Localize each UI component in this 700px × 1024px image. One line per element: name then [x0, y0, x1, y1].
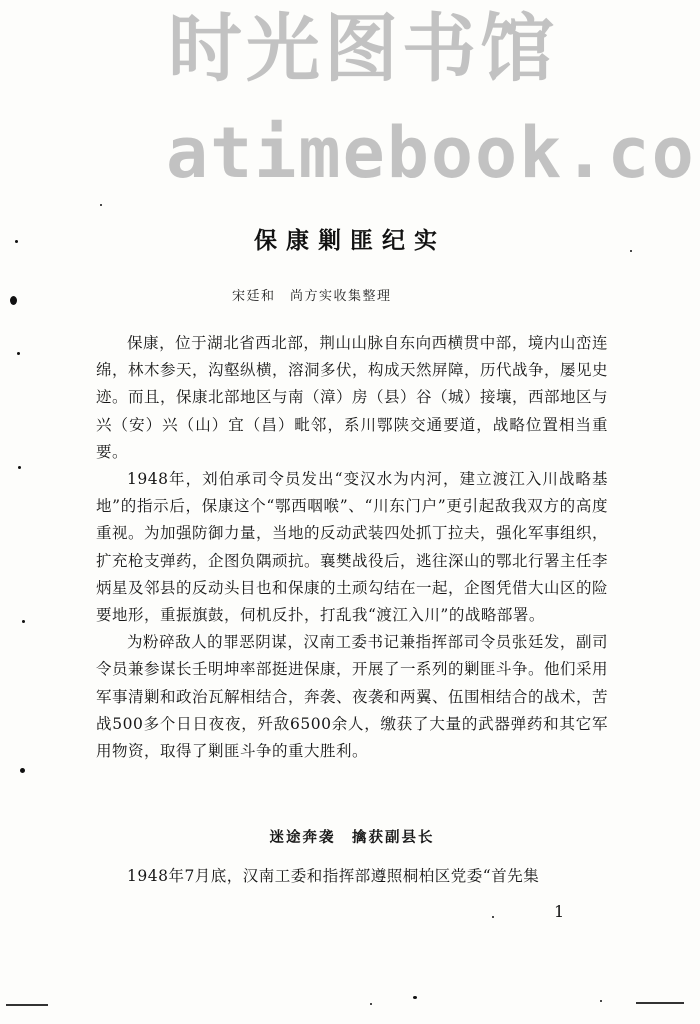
paragraph-3: 为粉碎敌人的罪恶阴谋，汉南工委书记兼指挥部司令员张廷发，副司令员兼参谋长壬明坤率部挺进保康，开展了一系列的剿匪斗争。他们采用军事清剿和政治瓦解相结合，奔袭、夜袭和两翼、伍围相结合的战术，苦战500多个日日夜夜，歼敌6500余人，缴获了大量的武器弹药和其它军用物资，取得了剿匪斗争的重大胜利。 — [96, 633, 609, 761]
scan-speck — [10, 296, 17, 305]
paragraph-2: 1948年，刘伯承司令员发出“变汉水为内河，建立渡江入川战略基地”的指示后，保康这个“鄂西咽喉”、“川东门户”更引起敌我双方的高度重视。为加强防御力量，当地的反动武装四处抓丁拉夫，强化军事组织，扩充枪支弹药，企图负隅顽抗。襄樊战役后，逃往深山的鄂北行署主任李炳星及邻县的反动头目也和保康的土顽勾结在一起，企图凭借大山区的险要地形，重振旗鼓，伺机反扑，打乱我“渡江入川”的战略部署。 — [96, 470, 609, 625]
continuation-line: 1948年7月底，汉南工委和指挥部遵照桐柏区党委“首先集 — [127, 867, 540, 885]
watermark-title: 时光图书馆 — [168, 6, 558, 92]
section-subheading: 迷途奔袭 擒获副县长 — [269, 830, 435, 846]
paragraph-1: 保康，位于湖北省西北部，荆山山脉自东向西横贯中部，境内山峦连绵，林木参天，沟壑纵横，溶洞多伏，构成天然屏障，历代战争，屡见史迹。而且，保康北部地区与南（漳）房（县）谷（城）接壤，西部地区与兴（安）兴（山）宜（昌）毗邻，系川鄂陕交通要道，战略位置相当重要。 — [96, 334, 609, 461]
bottom-left-rule — [6, 1004, 48, 1006]
scan-speck — [22, 620, 25, 623]
bottom-right-rule — [636, 1002, 684, 1004]
scan-speck — [100, 204, 102, 206]
document-body — [96, 330, 608, 765]
scan-speck — [600, 1000, 602, 1002]
scan-speck — [18, 466, 21, 469]
scan-speck — [15, 240, 18, 243]
scan-speck — [630, 250, 632, 252]
scan-speck — [492, 916, 494, 918]
scan-speck — [17, 352, 20, 355]
watermark-url: atimebook.co — [166, 112, 696, 194]
scan-speck — [20, 768, 25, 773]
document-title: 保康剿匪纪实 — [254, 228, 446, 254]
page-number: 1 — [554, 902, 565, 921]
document-byline: 宋廷和 尚方实收集整理 — [232, 289, 392, 304]
scan-speck — [370, 1003, 372, 1005]
scan-speck — [413, 996, 417, 999]
